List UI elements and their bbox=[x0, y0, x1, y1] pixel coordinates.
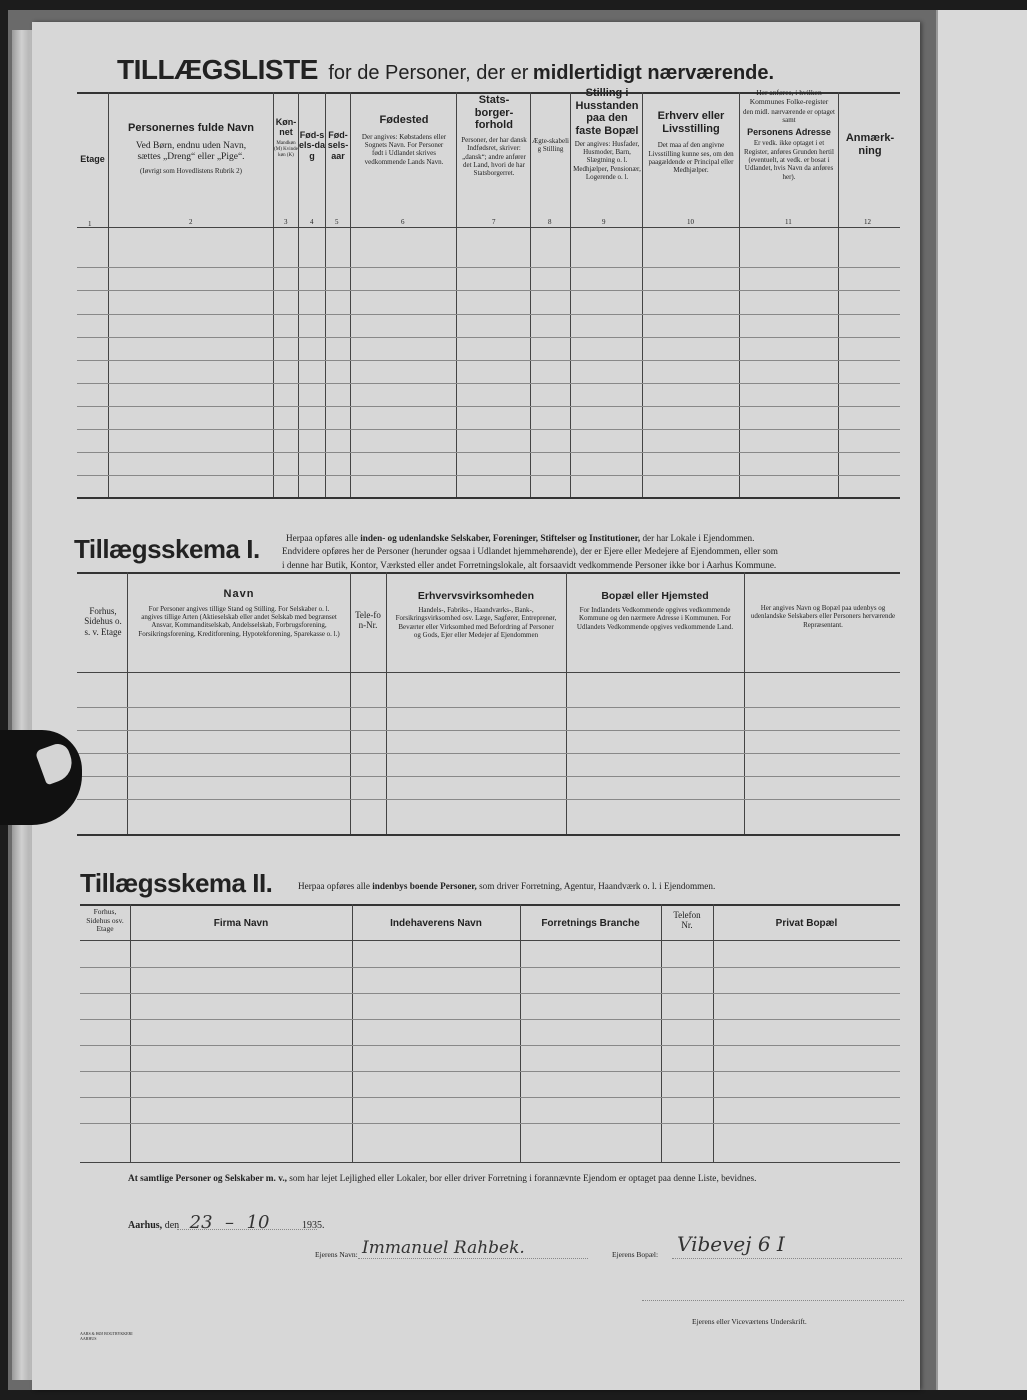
col-num-2: 2 bbox=[189, 218, 193, 226]
schema-1-desc-c: der har Lokale i Ejendommen. bbox=[640, 533, 755, 543]
col-koen-sub: Mandkøn (M) Kvindekøn (K) bbox=[274, 140, 298, 158]
facing-page bbox=[936, 10, 1027, 1390]
title-rest: for de Personer, der er bbox=[328, 62, 529, 84]
s2-col-bopael: Privat Bopæl bbox=[775, 918, 838, 929]
col-navn bbox=[112, 122, 270, 176]
s2-col-etage: Forhus, Sidehus osv. Etage bbox=[86, 907, 124, 934]
year: 1935. bbox=[301, 1220, 325, 1231]
owner-name-value: Immanuel Rahbek. bbox=[362, 1238, 525, 1258]
col-stilling bbox=[572, 87, 642, 182]
signature-label: Ejerens eller Viceværtens Underskrift. bbox=[692, 1317, 807, 1326]
col-num-5: 5 bbox=[335, 218, 339, 226]
col-erhverv-title: Erhverv eller Livsstilling bbox=[657, 110, 725, 135]
printer-mark: AARS & HØJ BOGTRYKKERI AARHUS bbox=[80, 1331, 133, 1341]
title-bold: midlertidigt nærværende. bbox=[532, 62, 775, 84]
col-num-11: 11 bbox=[785, 218, 792, 226]
col-koen-title: Køn-net bbox=[275, 117, 297, 138]
col-stilling-title: Stilling i Husstanden paa den faste Bopæl bbox=[575, 87, 639, 137]
title-main: TILLÆGSLISTE bbox=[117, 54, 318, 85]
col-folkeregister-title2: Personens Adresse bbox=[747, 126, 831, 137]
s1-col-navn-title: Navn bbox=[223, 588, 255, 600]
col-foedested bbox=[354, 114, 454, 166]
place: Aarhus, bbox=[128, 1220, 163, 1231]
schema-1-description bbox=[282, 532, 906, 572]
schema-1-desc-a: Herpaa opføres alle bbox=[286, 533, 361, 543]
s2-col-telefon: Telefon Nr. bbox=[673, 910, 701, 931]
s1-col-repraesentant: Her angives Navn og Bopæl paa udenbys og udenlandske Selskabers eller Personers herværende Repræsentant. bbox=[750, 604, 896, 629]
s2-col-indehaver: Indehaverens Navn bbox=[390, 918, 482, 929]
statement-bold: At samtlige Personer og Selskaber m. v., bbox=[128, 1174, 287, 1184]
col-num-7: 7 bbox=[492, 218, 496, 226]
col-navn-note: (Iøvrigt som Hovedlistens Rubrik 2) bbox=[140, 167, 242, 176]
schema-2-title: Tillægsskema II. bbox=[80, 868, 273, 898]
col-num-12: 12 bbox=[864, 218, 871, 226]
col-num-6: 6 bbox=[401, 218, 405, 226]
s1-col-erhverv-title: Erhvervsvirksomheden bbox=[417, 590, 535, 602]
date-dash: – bbox=[225, 1212, 235, 1233]
form-page bbox=[32, 22, 920, 1390]
col-folkeregister-title: Her anføres, i hvilken Kommunes Folke-register bbox=[749, 88, 829, 106]
col-num-3: 3 bbox=[284, 218, 288, 226]
owner-name-label: Ejerens Navn: bbox=[315, 1250, 358, 1259]
schema-1-desc-line1 bbox=[286, 532, 906, 545]
col-folkeregister-sub: den midl. nærværende er optaget samt bbox=[743, 108, 835, 125]
col-num-8: 8 bbox=[548, 218, 552, 226]
schema-1-desc-b: inden- og udenlandske Selskaber, Foreninger, Stiftelser og Institutioner, bbox=[360, 533, 641, 543]
col-etage: Etage bbox=[80, 154, 105, 164]
schema-2-desc-c: som driver Forretning, Agentur, Haandværk o. l. i Ejendommen. bbox=[476, 881, 716, 891]
col-koen bbox=[274, 117, 298, 159]
schema-2-description bbox=[298, 881, 908, 891]
col-folkeregister bbox=[741, 88, 837, 181]
date-day: 23 bbox=[189, 1212, 213, 1233]
statement-rest: som har lejet Lejlighed eller Lokaler, bor eller driver Forretning i forannævnte Ejendom er optaget paa denne Liste, bevidnes. bbox=[286, 1174, 757, 1184]
col-num-9: 9 bbox=[602, 218, 606, 226]
col-statsborger-sub: Personer, der har dansk Indfødsret, skriver: „dansk“; andre anfører det Land, hvori de har Statsborgerret. bbox=[461, 135, 527, 178]
col-folkeregister-sub2: Er vedk. ikke optaget i et Register, anføres Grunden hertil (eventuelt, at vedk. er bosat i Udlandet, hvis Navn da anføres her). bbox=[744, 139, 834, 181]
s1-col-erhverv bbox=[388, 590, 564, 640]
owner-address-label: Ejerens Bopæl: bbox=[612, 1250, 659, 1259]
schema-1-desc-line3: i denne har Butik, Kontor, Værksted eller andet Forretningslokale, alt forsaavidt vedkommende Personer ikke bor i Aarhus Kommune. bbox=[282, 559, 777, 570]
col-stilling-sub: Der angives: Husfader, Husmoder, Barn, Slægtning o. l. Medhjælper, Pensionær, Logerende o. l. bbox=[573, 139, 641, 182]
s1-col-telefon: Tele-fon-Nr. bbox=[355, 610, 381, 631]
page-title bbox=[117, 54, 917, 86]
col-num-4: 4 bbox=[310, 218, 314, 226]
col-aegteskab: Ægte-skabelig Stilling bbox=[532, 137, 569, 154]
s1-col-bopael bbox=[568, 590, 742, 631]
col-foedested-sub: Der angives: Købstadens eller Sognets Navn. For Personer født i Udlandet skrives vedkommende Lands Navn. bbox=[361, 132, 447, 166]
s1-col-erhverv-sub: Handels-, Fabriks-, Haandværks-, Bank-, Forsikringsvirksomhed osv. Læge, Sagfører, Entreprenør, Beværter eller Virksomhed med Befordring af Personer og Gods, Ejer eller Medejer af Ejendommen bbox=[395, 606, 557, 640]
col-foedested-title: Fødested bbox=[379, 114, 429, 126]
schema-1-title: Tillægsskema I. bbox=[74, 534, 260, 564]
certification-statement bbox=[128, 1174, 908, 1184]
s1-col-bopael-sub: For Indlandets Vedkommende opgives vedkommende Kommune og den nærmere Adresse i Kommunen. For Udlandets Vedkommende opgives vedkommende Land. bbox=[576, 606, 734, 631]
col-statsborger-title: Stats-borger-forhold bbox=[474, 94, 514, 132]
s2-col-branche: Forretnings Branche bbox=[541, 918, 640, 929]
date-month: 10 bbox=[246, 1212, 270, 1233]
col-erhverv-sub: Det maa af den angivne Livsstilling kunne ses, om den paagældende er Principal eller Medhjælper. bbox=[648, 141, 734, 175]
den-label: den bbox=[164, 1220, 180, 1231]
col-navn-title: Personernes fulde Navn bbox=[128, 122, 254, 134]
col-num-1: 1 bbox=[88, 220, 92, 228]
col-num-10: 10 bbox=[687, 218, 694, 226]
schema-2-desc-b: indenbys boende Personer, bbox=[372, 881, 477, 891]
col-anmaerkning: Anmærk-ning bbox=[845, 132, 895, 157]
schema-1-desc-line2: Endvidere opføres her de Personer (herunder ogsaa i Udlandet hjemmehørende), der er Ejere eller Medejere af Ejendommen, eller som bbox=[282, 546, 778, 557]
s1-col-etage: Forhus, Sidehus o. s. v. Etage bbox=[84, 606, 122, 637]
col-foedselsdag: Fød-sels-dag bbox=[299, 130, 326, 161]
col-statsborger bbox=[458, 94, 530, 178]
s1-col-navn bbox=[130, 588, 348, 638]
s1-col-navn-sub: For Personer angives tillige Stand og Stilling. For Selskaber o. l. angives tillige Arten (Aktieselskab eller andet Selskab med begrænset Ansvar, Kommanditselskab, Andelsselskab, Forbrugsforening, Forsikringsforening, Kreditforening, Hypotekforening, Sparekasse o. l.) bbox=[138, 604, 340, 638]
owner-address-value: Vibevej 6 I bbox=[677, 1232, 785, 1256]
col-erhverv bbox=[644, 110, 738, 175]
s2-col-firma: Firma Navn bbox=[213, 918, 269, 929]
col-navn-sub: Ved Børn, endnu uden Navn, sættes „Dreng“ eller „Pige“. bbox=[135, 140, 247, 162]
schema-2-desc-a: Herpaa opføres alle bbox=[298, 881, 373, 891]
col-foedselsaar: Fød-sels-aar bbox=[327, 130, 349, 161]
s1-col-bopael-title: Bopæl eller Hjemsted bbox=[601, 590, 709, 602]
